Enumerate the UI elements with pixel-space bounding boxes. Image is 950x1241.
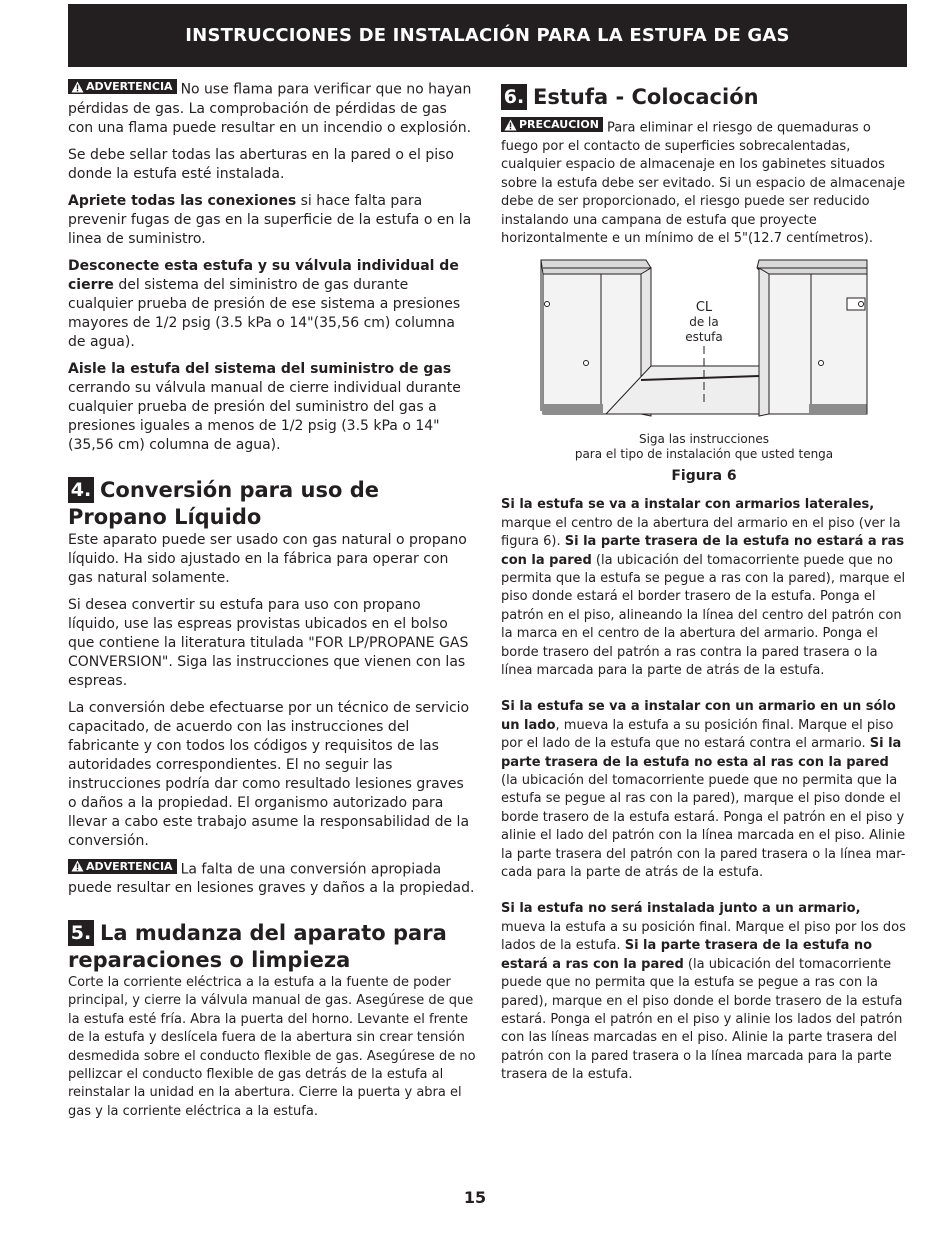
section-5-heading: 5. La mudanza del aparato para reparaciones o limpieza (68, 921, 447, 972)
section-4-paragraph-1: Este aparato puede ser usado con gas natural o propano líquido. Ha sido ajustado en la fábrica para operar con gas natural solamente. (68, 531, 467, 586)
header-title: INSTRUCCIONES DE INSTALACIÓN PARA LA ESTUFA DE GAS (185, 25, 790, 46)
side-cabinets-paragraph: Si la estufa se va a instalar con armarios laterales, marque el centro de la abertura del armario en el piso (ver la figura 6). Si la parte trasera de la estufa no estará a ras con la pared (la ubicación del tomacorriente puede que no permita que la estufa se pegue a ras con la pared), marque el piso donde estará el border trasero de la estufa. Ponga el patrón en el piso, alineando la línea del centro del patrón con la marca en el centro de la abertura del armario. Ponga el borde trasero del patrón a ras contra la pared trasera o la línea marcada para la parte de atrás de la estufa. (501, 497, 906, 678)
section-4-paragraph-3: La conversión debe efectuarse por un técnico de servicio capacitado, de acuerdo con las instrucciones del fabricante y con todos los códigos y requisitos de las autoridades correspondientes. El no seguir las instrucciones podría dar como resultado lesiones graves o daños a la propiedad. El organismo autorizado para llevar a cabo este trabajo asume la responsabilidad de la conversión. (68, 699, 470, 849)
warning-badge: ADVERTENCIA (68, 79, 177, 94)
page-header (68, 4, 907, 67)
tighten-paragraph: Apriete todas las conexiones si hace falta para prevenir fugas de gas en la superficie de la estufa o en la linea de suministro. (68, 192, 472, 247)
disconnect-paragraph: Desconecte esta estufa y su válvula individual de cierre del sistema del siministro de gas durante cualquier prueba de presión de ese sistema a presiones mayores de 1/2 psig (3.5 kPa o 14"(35,56 cm) columna de agua). (68, 257, 461, 350)
section-6-heading: 6. Estufa - Colocación (501, 84, 907, 111)
section-4-number: 4. (68, 477, 94, 503)
section-6-number: 6. (501, 84, 527, 110)
page-number: 15 (463, 1188, 487, 1207)
warning-triangle-icon (504, 119, 517, 131)
center-line-label: CL de la estufa (685, 300, 723, 345)
warning-triangle-icon (71, 860, 84, 872)
section-5-paragraph: Corte la corriente eléctrica a la estufa a la fuente de poder principal, y cierre la válvula manual de gas. Asegúrese de que la estufa esté fría. Abra la puerta del horno. Levante el frente de la estufa y deslícela fuera de la abertura sin crear tensión desmedida sobre el conducto flexible de gas. Asegúrese de no pellizcar el conducto flexible de gas detrás de la estufa al reinstalar la unidad en la abertura. Cierre la puerta y abra el gas y la corriente eléctrica a la estufa. (68, 975, 476, 1119)
seal-paragraph: Se debe sellar todas las aberturas en la pared o el piso donde la estufa esté instalada. (68, 146, 454, 182)
section-4-paragraph-2: Si desea convertir su estufa para uso con propano líquido, use las espreas provistas ubicados en el bolso que contiene la literatura titulada "FOR LP/PROPANE GAS CONVERSION". Siga las instrucciones que vienen con las espreas. (68, 596, 469, 689)
section-5-number: 5. (68, 920, 94, 946)
figure-title: Figura 6 (671, 468, 737, 485)
warning-badge: ADVERTENCIA (68, 859, 177, 874)
section-4-warning: ADVERTENCIA La falta de una conversión apropiada puede resultar en lesiones graves y daños a la propiedad. (68, 859, 475, 896)
figure-6-diagram (501, 256, 907, 466)
right-column (501, 79, 907, 1093)
section-6-caution: PRECAUCION Para eliminar el riesgo de quemaduras o fuego por el contacto de superficies sobrecalentadas, cualquier espacio de almacenaje en los gabinetes situados sobre la estufa debe ser evitado. Si un espacio de almacenaje debe de ser proporcionado, el riesgo puede ser reducido instalando una campana de estufa que proyecte horizontalmente e un mínimo de el 5"(12.7 centímetros). (501, 118, 906, 246)
one-side-cabinet-paragraph: Si la estufa se va a instalar con un armario en un sólo un lado, mueva la estufa a su posición final. Marque el piso por el lado de la estufa que no estará contra el armario. Si la parte trasera de la estufa no esta al ras con la pared (la ubicación del tomacorriente puede que no permita que la estufa se pegue al ras con la pared), marque el piso donde el borde trasero de la estufa estará. Ponga el patrón en el piso y alinie el lado del patrón con la línea marcada en el piso. Alinie la parte trasera del patrón con la pared trasera o la línea mar-cada para la parte de atrás de la estufa. (501, 699, 906, 881)
warning-paragraph-1: ADVERTENCIA No use flama para verificar que no hayan pérdidas de gas. La comprobación de pérdidas de gas con una flama puede resultar en un incendio o explosión. (68, 80, 472, 136)
no-cabinet-paragraph: Si la estufa no será instalada junto a un armario, mueva la estufa a su posición final. Marque el piso por los dos lados de la estufa. Si la parte trasera de la estufa no estará a ras con la pared (la ubicación del tomacorriente puede que no permita que la estufa se pegue a ras con la pared), marque en el piso donde el borde trasero de la estufa estará. Ponga el patrón en el piso y alinie los lados del patrón con las líneas marcadas en el piso. Alinie la parte trasera del patrón con la pared trasera o la línea marcada para la parte trasera de la estufa. (501, 901, 906, 1083)
warning-triangle-icon (71, 81, 84, 93)
figure-caption: Siga las instrucciones para el tipo de instalación que usted tenga (574, 432, 834, 462)
caution-badge: PRECAUCION (501, 117, 603, 132)
left-column (68, 79, 476, 1129)
isolate-paragraph: Aisle la estufa del sistema del suministro de gas cerrando su válvula manual de cierre individual durante cualquier prueba de presión del suministro del gas a presiones iguales a menos de 1/2 psig (3.5 kPa o 14"(35,56 cm) columna de agua). (68, 360, 461, 453)
section-4-heading: 4. Conversión para uso de Propano Líquido (68, 477, 379, 529)
